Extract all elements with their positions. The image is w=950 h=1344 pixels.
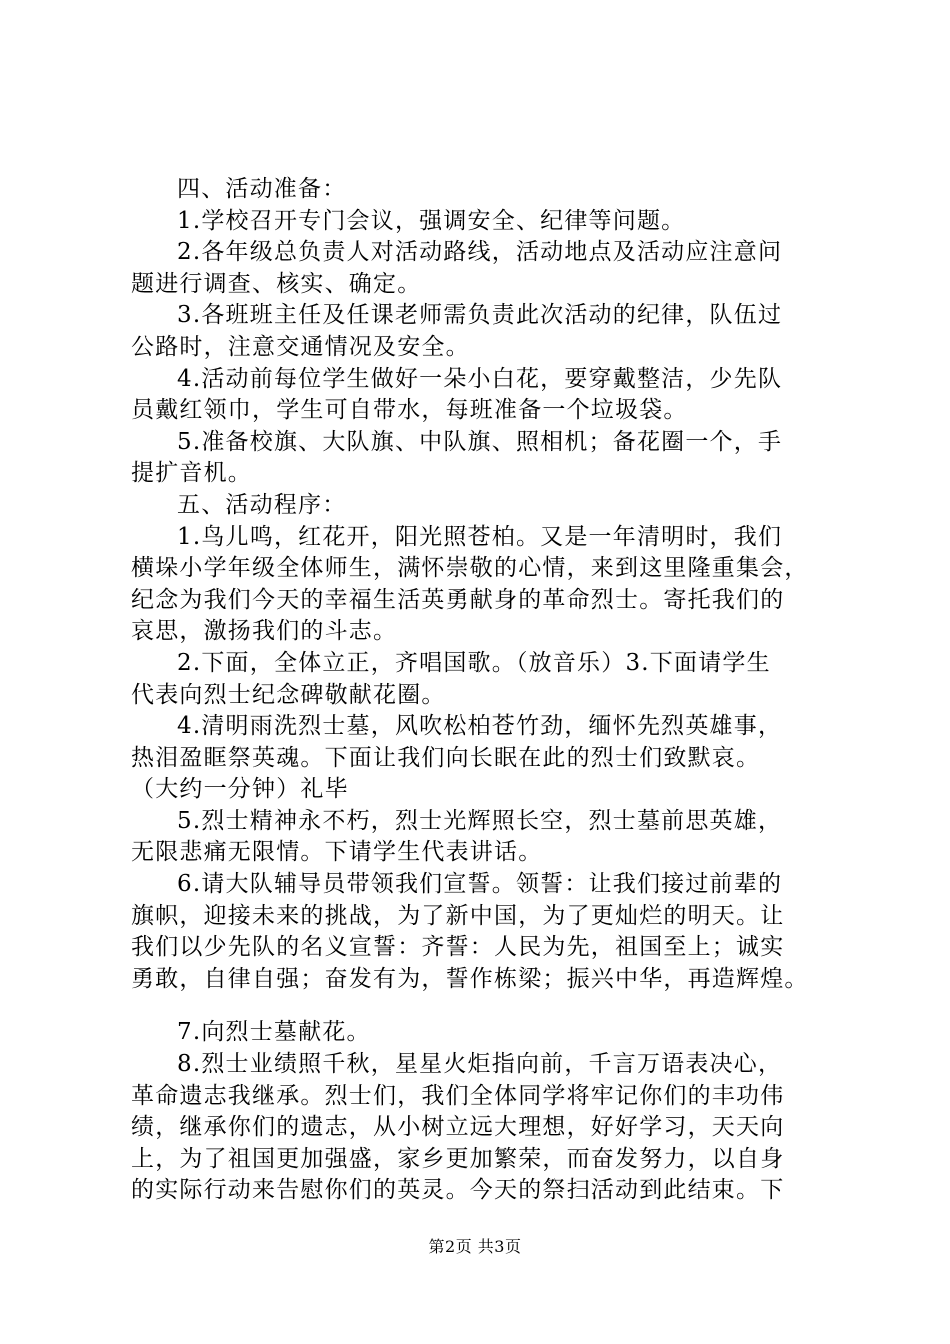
paragraph-line: 8.烈士业绩照千秋，星星火炬指向前，千言万语表决心， [177,1051,783,1078]
paragraph-line: 旗帜，迎接未来的挑战，为了新中国，为了更灿烂的明天。让 [131,902,785,929]
paragraph-line: 无限悲痛无限情。下请学生代表讲话。 [131,839,543,866]
page-number-footer: 第2页 共3页 [428,1237,522,1256]
paragraph-line: 纪念为我们今天的幸福生活英勇献身的革命烈士。寄托我们的 [131,586,785,613]
paragraph-gap [131,995,831,1017]
paragraph-line: 上，为了祖国更加强盛，家乡更加繁荣，而奋发努力，以自身 [131,1145,785,1172]
paragraph-line: 提扩音机。 [131,460,252,487]
paragraph-line: 2.各年级总负责人对活动路线，活动地点及活动应注意问 [177,239,783,266]
paragraph-line: 热泪盈眶祭英魂。下面让我们向长眠在此的烈士们致默哀。 [131,744,761,771]
paragraph-line: 代表向烈士纪念碑敬献花圈。 [131,681,446,708]
paragraph-line: 勇敢，自律自强；奋发有为，誓作栋梁；振兴中华，再造辉煌。 [131,965,809,992]
paragraph-line: 哀思，激扬我们的斗志。 [131,618,398,645]
paragraph-line: 革命遗志我继承。烈士们，我们全体同学将牢记你们的丰功伟 [131,1082,785,1109]
paragraph-line: （大约一分钟）礼毕 [131,776,349,803]
paragraph-line: 公路时，注意交通情况及安全。 [131,333,470,360]
paragraph-line: 2.下面，全体立正，齐唱国歌。（放音乐）3.下面请学生 [177,649,771,676]
paragraph-line: 3.各班班主任及任课老师需负责此次活动的纪律，队伍过 [177,302,783,329]
document-body [131,174,831,1207]
section-heading: 五、活动程序： [177,491,347,518]
paragraph-line: 4.活动前每位学生做好一朵小白花，要穿戴整洁，少先队 [177,365,783,392]
paragraph-line: 横垛小学年级全体师生，满怀崇敬的心情，来到这里隆重集会， [131,555,809,582]
paragraph-line: 5.烈士精神永不朽，烈士光辉照长空，烈士墓前思英雄， [177,807,783,834]
paragraph-line: 7.向烈士墓献花。 [177,1019,371,1046]
paragraph-line: 员戴红领巾，学生可自带水，每班准备一个垃圾袋。 [131,397,688,424]
paragraph-line: 5.准备校旗、大队旗、中队旗、照相机；备花圈一个，手 [177,428,783,455]
paragraph-line: 绩，继承你们的遗志，从小树立远大理想，好好学习，天天向 [131,1114,785,1141]
paragraph-line: 题进行调查、核实、确定。 [131,270,422,297]
section-heading: 四、活动准备： [177,176,347,202]
paragraph-line: 的实际行动来告慰你们的英灵。今天的祭扫活动到此结束。下 [131,1177,785,1204]
paragraph-line: 1.鸟儿鸣，红花开，阳光照苍柏。又是一年清明时，我们 [177,523,783,550]
paragraph-line: 1.学校召开专门会议，强调安全、纪律等问题。 [177,207,686,234]
paragraph-line: 6.请大队辅导员带领我们宣誓。领誓：让我们接过前辈的 [177,871,783,898]
paragraph-line: 4.清明雨洗烈士墓，风吹松柏苍竹劲，缅怀先烈英雄事， [177,713,783,740]
paragraph-line: 我们以少先队的名义宣誓：齐誓：人民为先，祖国至上；诚实 [131,934,785,961]
